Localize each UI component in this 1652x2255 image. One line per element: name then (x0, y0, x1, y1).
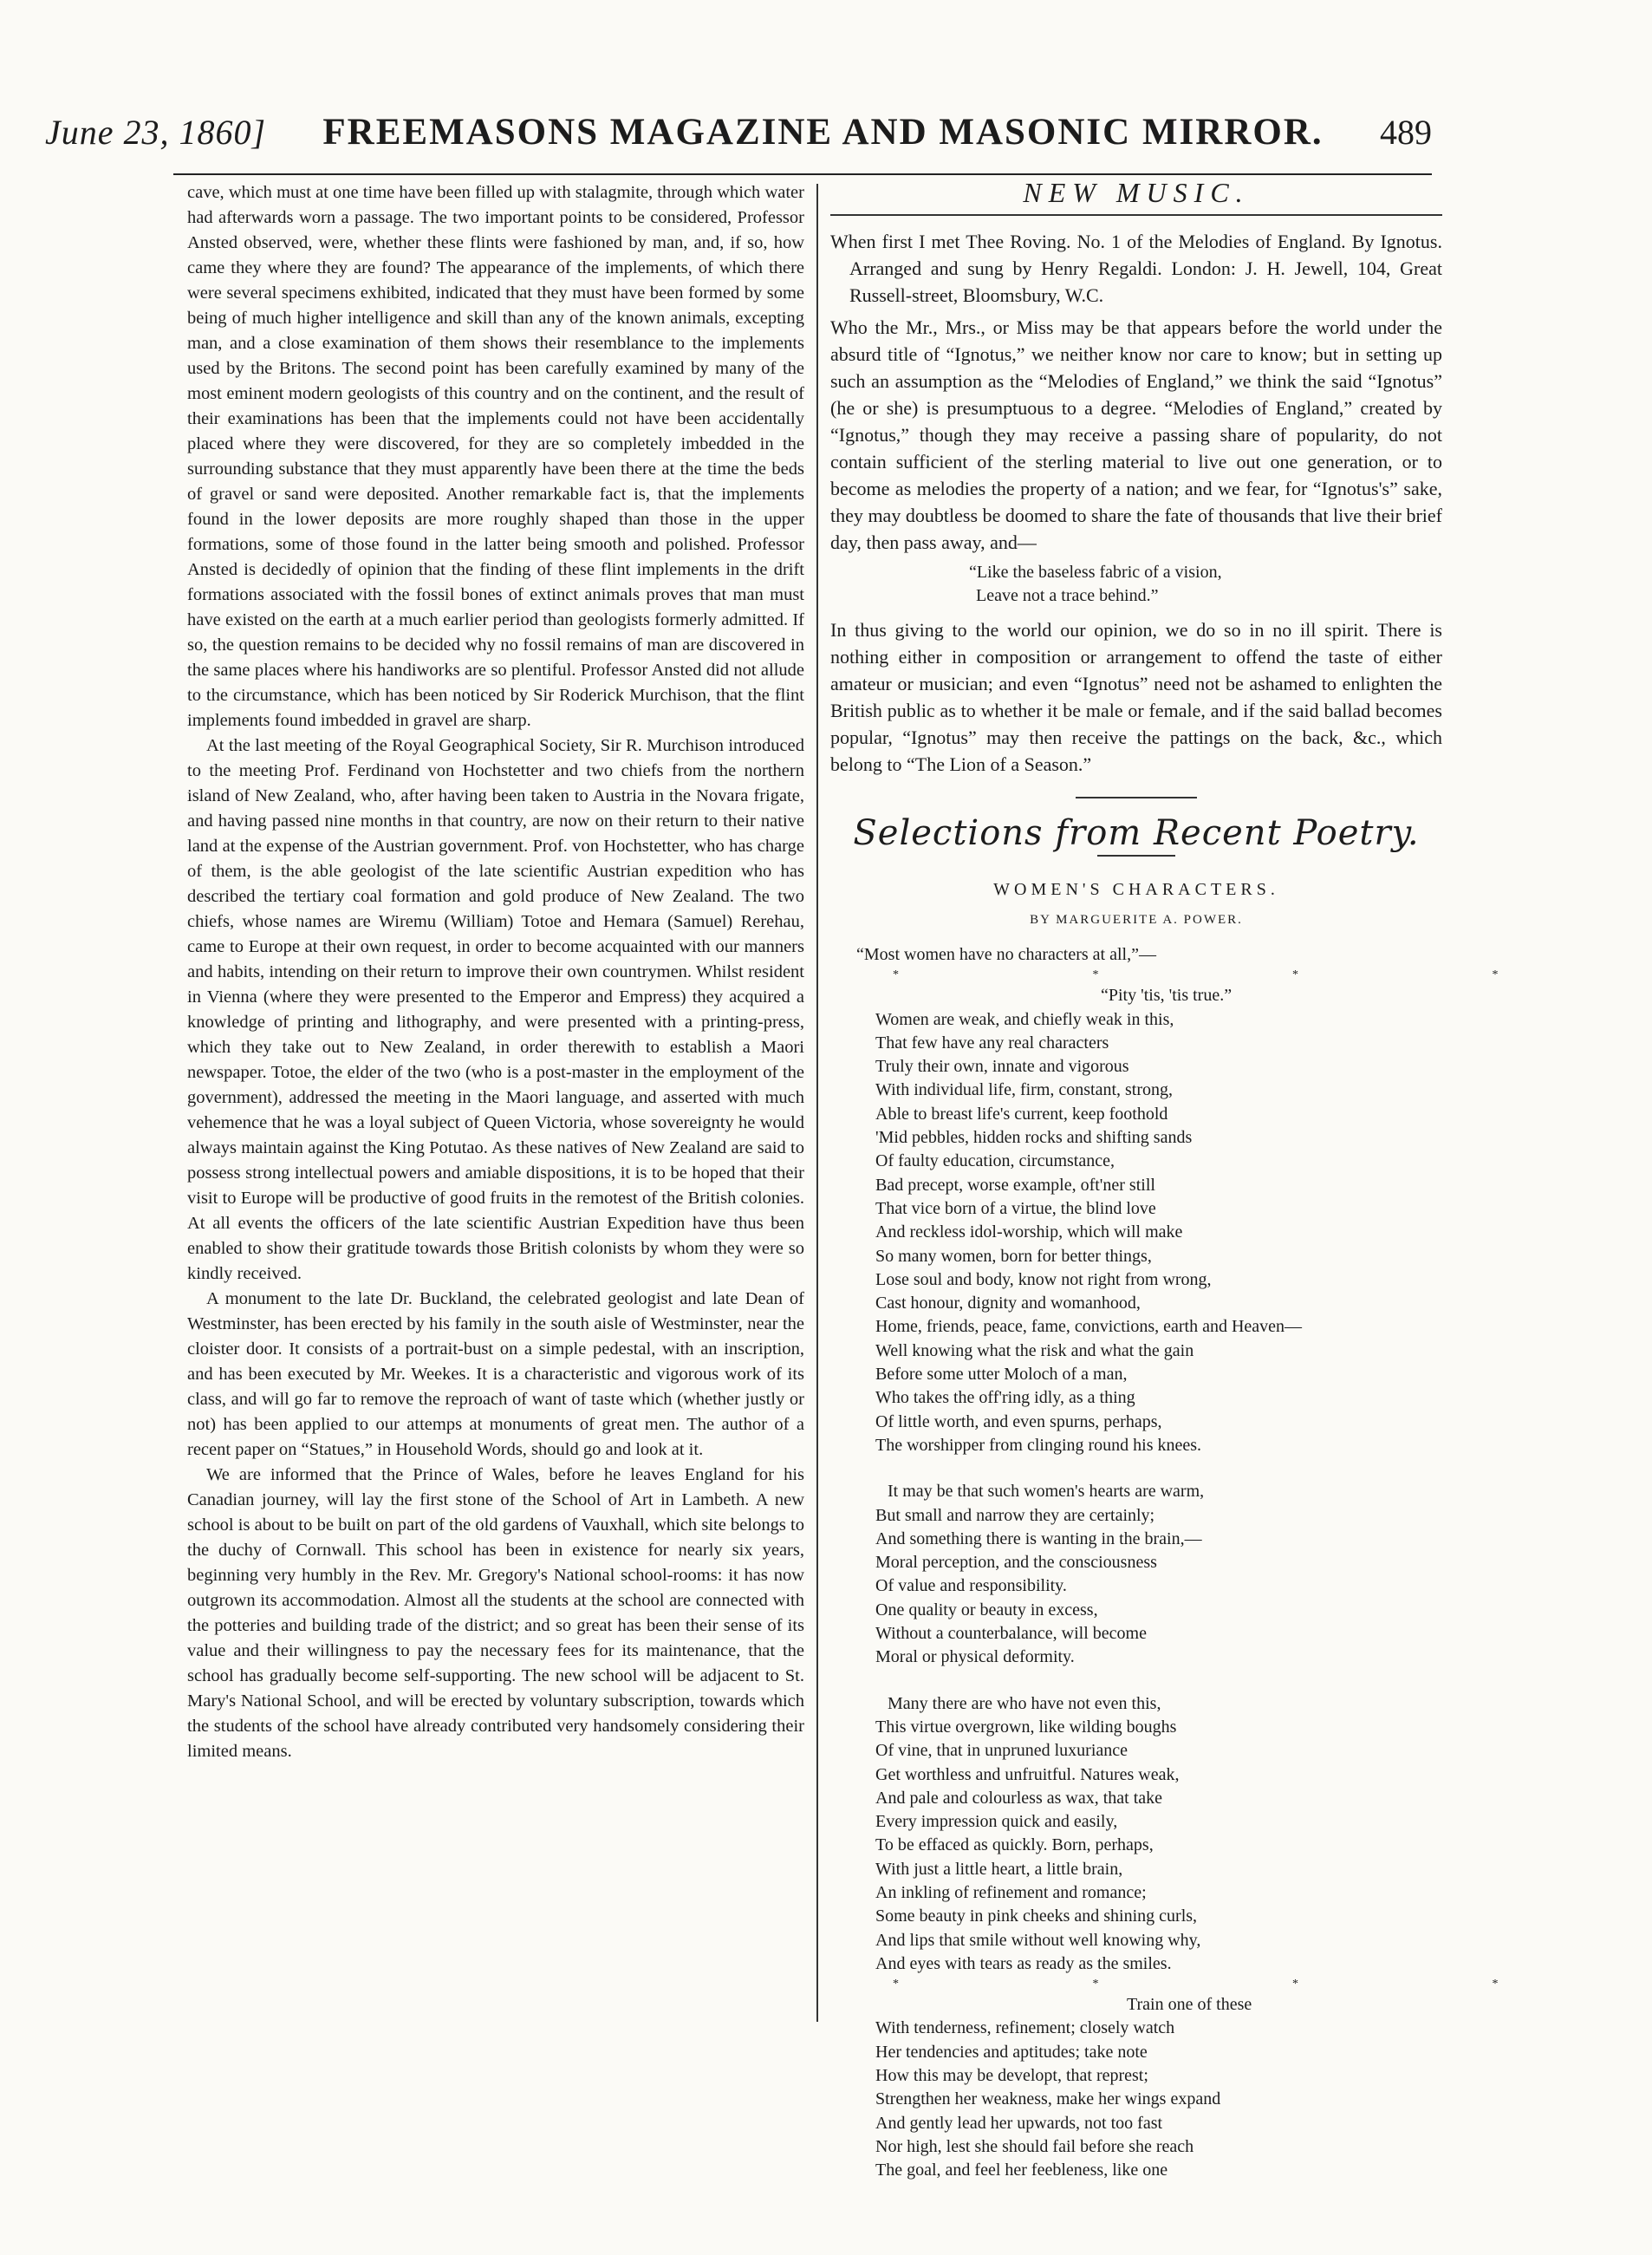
poem-line: Able to breast life's current, keep foothold (875, 1104, 1168, 1124)
poem-line: And pale and colourless as wax, that take (875, 1788, 1163, 1808)
poem-body (856, 943, 1594, 2183)
stars-divider: * * * * (893, 968, 1594, 982)
shakespeare-quote (969, 561, 1442, 608)
stanza-break (875, 1457, 1442, 1480)
poem-line: How this may be developt, that represt; (875, 2066, 1148, 2086)
right-column (830, 177, 1594, 2183)
page-number: 489 (1379, 113, 1432, 152)
poem-line: To be effaced as quickly. Born, perhaps, (875, 1835, 1154, 1855)
poem-title: WOMEN'S CHARACTERS. (993, 880, 1279, 899)
poem-line: It may be that such women's hearts are warm, (888, 1482, 1205, 1502)
poem-line: Of value and responsibility. (875, 1576, 1067, 1596)
paragraph-new-zealand-chiefs: At the last meeting of the Royal Geographical Society, Sir R. Murchison introduced to the meeting Prof. Ferdinand von Hochstetter and two chiefs from the northern island of New Zealand, who, after having been taken to Austria in the Novara frigate, and having passed nine months in that country, are now on their return to their native land at the expense of the Austrian government. Prof. von Hochstetter, who has charge of them, is the able geologist of the late scientific Austrian expedition who has described the tertiary coal formation and gold produce of New Zealand. The two chiefs, whose names are Wiremu (William) Totoe and Hemara (Samuel) Rerehau, came to Europe at their own request, in order to become acquainted with our manners and habits, intending on their return to improve their own countrymen. Whilst resident in Vienna (where they were presented to the Emperor and Empress) they acquired a knowledge of printing and lithography, and were presented with a printing-press, which they take out to New Zealand, in order therewith to establish a Maori newspaper. Totoe, the elder of the two (who is a post-master in the employment of the government), addressed the meeting in the Maori language, and asserted with much vehemence that he was a loyal subject of Queen Victoria, whose sovereignty he would always maintain against the King Potutao. As these natives of New Zealand are said to possess strong intellectual powers and amiable dispositions, it is to be hoped that their visit to Europe will be productive of good fruits in the remotest of the British colonies. At all events the officers of the late scientific Austrian Expedition have thus been enabled to show their gratitude towards those British colonists by whom they were so kindly received. (187, 736, 804, 1283)
poem-line: Strengthen her weakness, make her wings expand (875, 2089, 1221, 2109)
poem-line: Of little worth, and even spurns, perhaps, (875, 1411, 1162, 1431)
poem-line: “Most women have no characters at all,”— (856, 945, 1156, 964)
poem-line: The worshipper from clinging round his knees. (875, 1435, 1202, 1455)
poem-line: Home, friends, peace, fame, convictions, earth and Heaven— (875, 1317, 1303, 1337)
poem-line: But small and narrow they are certainly; (875, 1505, 1155, 1525)
quote-line-2: Leave not a trace behind.” (976, 586, 1159, 605)
poetry-heading: Selections from Recent Poetry. (853, 813, 1420, 853)
poem-line: That few have any real characters (875, 1033, 1109, 1053)
poem-line: With just a little heart, a little brain, (875, 1859, 1123, 1879)
poem-author: BY MARGUERITE A. POWER. (1030, 913, 1243, 927)
poem-line: Lose soul and body, know not right from wrong, (875, 1269, 1212, 1289)
left-column (187, 180, 804, 1764)
poem-line: And lips that smile without well knowing why, (875, 1930, 1201, 1950)
new-music-heading: NEW MUSIC. (830, 180, 1442, 216)
stanza-break (875, 1670, 1442, 1692)
poem-line: The goal, and feel her feebleness, like one (875, 2160, 1168, 2180)
poem-line: One quality or beauty in excess, (875, 1600, 1098, 1620)
poem-line: Moral perception, and the consciousness (875, 1553, 1157, 1573)
poetry-rule (1097, 855, 1175, 857)
poem-line: Women are weak, and chiefly weak in this, (875, 1009, 1174, 1029)
music-review-body: Who the Mr., Mrs., or Miss may be that appears before the world under the absurd title of “Ignotus,” we neither know nor care to know; but in setting up such an assumption as the “Melodies of England,” we think the said “Ignotus” (he or she) is presumptuous to a degree. “Melodies of England,” created by “Ignotus,” though they may receive a passing share of popularity, do not contain sufficient of the sterling material to live out one generation, or to become as melodies the property of a nation; and we fear, for “Ignotus's” sake, they may doubtless be doomed to share the fate of thousands that live their brief day, then pass away, and— (830, 316, 1442, 553)
poem-line: Every impression quick and easily, (875, 1812, 1118, 1832)
poem-line: Of vine, that in unpruned luxuriance (875, 1741, 1128, 1761)
poem-line: Without a counterbalance, will become (875, 1624, 1147, 1644)
poem-line: Get worthless and unfruitful. Natures weak, (875, 1764, 1180, 1784)
paragraph-buckland-monument: A monument to the late Dr. Buckland, the celebrated geologist and late Dean of Westminster, has been erected by his family in the south aisle of Westminster, near the cloister door. It consists of a portrait-bust on a simple pedestal, with an inscription, and has been executed by Mr. Weekes. It is a characteristic and vigorous work of its class, and will go far to remove the reproach of want of taste which (whether justly or not) has been applied to our attemps at monuments of great men. The author of a recent paper on “Statues,” in Household Words, should go and look at it. (187, 1289, 804, 1459)
poem-line: Truly their own, innate and vigorous (875, 1057, 1129, 1077)
poem-line: Some beauty in pink cheeks and shining curls, (875, 1906, 1198, 1926)
paragraph-school-of-art: We are informed that the Prince of Wales, before he leaves England for his Canadian journey, will lay the first stone of the School of Art in Lambeth. A new school is about to be built on part of the old gardens of Vauxhall, which site belongs to the duchy of Cornwall. This school has been in existence for nearly six years, beginning very humbly in the Rev. Mr. Gregory's National school-rooms: it has now outgrown its accommodation. Almost all the students at the school are connected with the potteries and building trade of the district; and so great has been their sense of its value and their willingness to pay the necessary fees for its maintenance, that the school has gradually become self-supporting. The new school will be adjacent to St. Mary's National School, and will be erected by voluntary subscription, towards which the students of the school have already contributed very handsomely considering their limited means. (187, 1465, 804, 1761)
poem-line: That vice born of a virtue, the blind love (875, 1198, 1156, 1218)
poem-line: “Pity 'tis, 'tis true.” (1101, 986, 1232, 1006)
poem-line: Before some utter Moloch of a man, (875, 1365, 1128, 1385)
column-divider (816, 184, 818, 2022)
music-review-conclusion: In thus giving to the world our opinion, we do so in no ill spirit. There is nothing either in composition or arrangement to offend the taste of either amateur or musician; and even “Ignotus” need not be ashamed to enlighten the British public as to whether it be male or female, and if the said ballad becomes popular, “Ignotus” may then receive the pattings on the back, &c., which belong to “The Lion of a Season.” (830, 619, 1442, 775)
poem-line: Moral or physical deformity. (875, 1647, 1075, 1667)
quote-line-1: “Like the baseless fabric of a vision, (969, 563, 1222, 582)
poem-line: An inkling of refinement and romance; (875, 1882, 1147, 1902)
poem-line: With tenderness, refinement; closely watch (875, 2018, 1175, 2038)
masthead (45, 111, 1432, 163)
stars-divider: * * * * (893, 1978, 1594, 1991)
poem-line: Train one of these (1127, 1995, 1252, 2015)
section-rule (1076, 797, 1197, 798)
paragraph-flint-implements: cave, which must at one time have been filled up with stalagmite, through which water had afterwards worn a passage. The two important points to be considered, Professor Ansted observed, were, whether these flints were fashioned by man, and, if so, how came they where they are found? The appearance of the implements, of which there were several specimens exhibited, indicated that they must have been formed by some being of much higher intelligence and skill than any of the known animals, excepting man, and a close examination of them shows their resemblance to the implements used by the Britons. The second point has been carefully examined by many of the most eminent modern geologists of this country and on the continent, and the result of their examinations has been that the implements could not have been accidentally placed where they were discovered, for they are so completely imbedded in the surrounding substance that they must apparently have been there at the time the beds of gravel or sand were deposited. Another remarkable fact is, that the implements found in the lower deposits are more roughly shaped than those in the upper formations, some of those found in the latter being smooth and polished. Professor Ansted is decidedly of opinion that the finding of these flint implements in the drift formations associated with the fossil bones of extinct animals proves that man must have existed on the earth at a much earlier period than geologists formerly admitted. If so, the question remains to be decided why no fossil remains of man are discovered in the same places where his handiworks are so plentiful. Professor Ansted did not allude to the circumstance, which has been noticed by Sir Roderick Murchison, that the flint implements found imbedded in gravel are sharp. (187, 183, 804, 730)
poem-line: 'Mid pebbles, hidden rocks and shifting sands (875, 1128, 1193, 1148)
poem-line: Bad precept, worse example, oft'ner still (875, 1175, 1155, 1195)
poem-line: With individual life, firm, constant, strong, (875, 1080, 1174, 1100)
poem-line: Her tendencies and aptitudes; take note (875, 2042, 1148, 2062)
poem-line: Nor high, lest she should fail before she reach (875, 2136, 1194, 2156)
poem-line: Cast honour, dignity and womanhood, (875, 1294, 1141, 1313)
music-entry: When first I met Thee Roving. No. 1 of the Melodies of England. By Ignotus. Arranged and sung by Henry Regaldi. London: J. H. Jewell, 104, Great Russell-street, Bloomsbury, W.C. (830, 231, 1442, 306)
publication-title: FREEMASONS MAGAZINE AND MASONIC MIRROR. (322, 112, 1324, 153)
poem-line: And reckless idol-worship, which will make (875, 1222, 1183, 1242)
poem-line: So many women, born for better things, (875, 1246, 1152, 1266)
poem-line: And gently lead her upwards, not too fast (875, 2113, 1163, 2133)
poem-line: This virtue overgrown, like wilding boughs (875, 1717, 1177, 1737)
masthead-rule (173, 173, 1432, 175)
poem-line: Well knowing what the risk and what the gain (875, 1340, 1194, 1360)
poem-line: Who takes the off'ring idly, as a thing (875, 1388, 1135, 1408)
poem-line: Many there are who have not even this, (888, 1693, 1161, 1713)
poem-line: And eyes with tears as ready as the smiles. (875, 1953, 1172, 1973)
issue-date: June 23, 1860] (45, 113, 267, 152)
poem-line: And something there is wanting in the brain,— (875, 1528, 1202, 1548)
poem-line: Of faulty education, circumstance, (875, 1151, 1115, 1171)
